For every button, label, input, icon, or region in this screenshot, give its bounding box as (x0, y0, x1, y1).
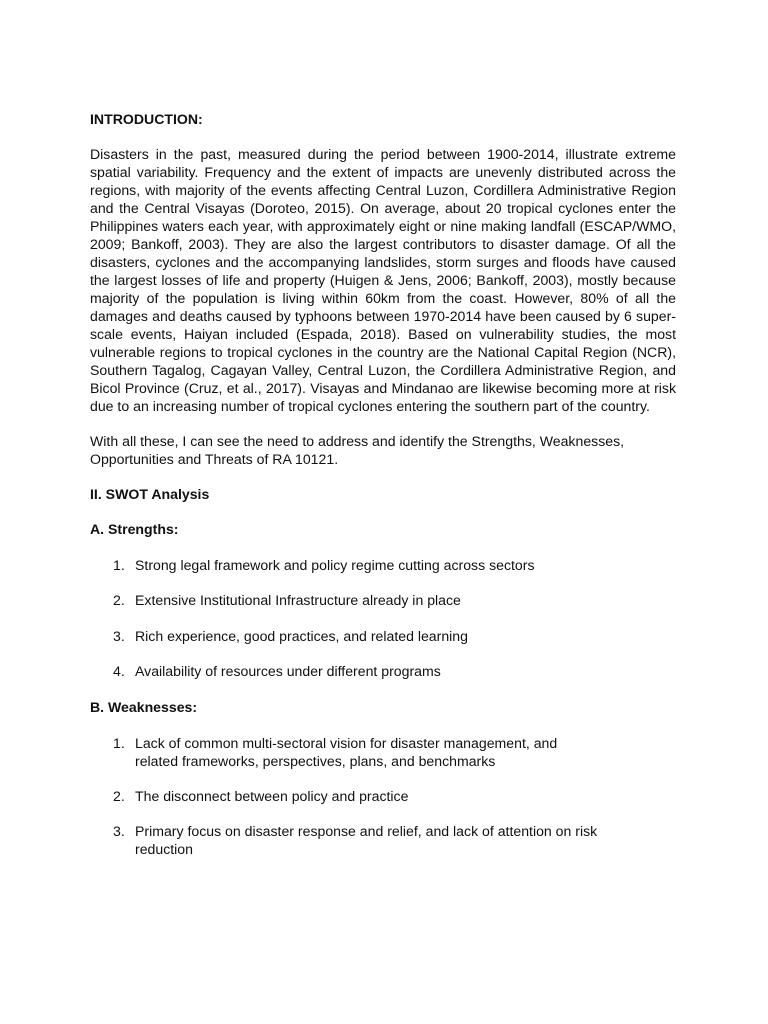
list-item (90, 734, 600, 770)
list-number: 3. (113, 823, 125, 839)
strengths-list (90, 556, 676, 680)
list-number: 2. (113, 592, 125, 608)
list-number: 3. (113, 628, 125, 644)
list-item (90, 822, 605, 858)
list-number: 2. (113, 788, 125, 804)
list-item-text: Availability of resources under different programs (135, 663, 441, 679)
list-item-text: Extensive Institutional Infrastructure already in place (135, 592, 461, 608)
list-item (90, 591, 676, 609)
list-number: 1. (113, 557, 125, 573)
list-number: 1. (113, 735, 125, 751)
strengths-heading: A. Strengths: (90, 521, 179, 537)
list-item-text: Lack of common multi-sectoral vision for disaster management, and related frameworks, perspectives, plans, and benchmarks (135, 735, 558, 769)
list-item-text: Primary focus on disaster response and relief, and lack of attention on risk reduction (135, 823, 598, 857)
list-item-text: The disconnect between policy and practice (135, 788, 409, 804)
intro-conclusion-paragraph: With all these, I can see the need to address and identify the Strengths, Weaknesses, Opportunities and Threats of RA 10121. (90, 433, 625, 467)
intro-paragraph: Disasters in the past, measured during the period between 1900-2014, illustrate extreme spatial variability. Frequency and the extent of impacts are unevenly distributed across the regions, with majority of the events affecting Central Luzon, Cordillera Administrative Region and the Central Visayas (Doroteo, 2015). On average, about 20 tropical cyclones enter the Philippines waters each year, with approximately eight or nine making landfall (ESCAP/WMO, 2009; Bankoff, 2003). They are also the largest contributors to disaster damage. Of all the disasters, cyclones and the accompanying landslides, storm surges and floods have caused the largest losses of life and property (Huigen & Jens, 2006; Bankoff, 2003), mostly because majority of the population is living within 60km from the coast. However, 80% of all the damages and deaths caused by typhoons between 1970-2014 have been caused by 6 super-scale events, Haiyan included (Espada, 2018). Based on vulnerability studies, the most vulnerable regions to tropical cyclones in the country are the National Capital Region (NCR), Southern Tagalog, Cagayan Valley, Central Luzon, the Cordillera Administrative Region, and Bicol Province (Cruz, et al., 2017). Visayas and Mindanao are likewise becoming more at risk due to an increasing number of tropical cyclones entering the southern part of the country. (90, 146, 676, 414)
weaknesses-list (90, 734, 676, 858)
list-number: 4. (113, 663, 125, 679)
list-item (90, 787, 676, 805)
document-page (90, 110, 676, 858)
list-item-text: Rich experience, good practices, and related learning (135, 628, 468, 644)
list-item (90, 556, 676, 574)
list-item-text: Strong legal framework and policy regime cutting across sectors (135, 557, 535, 573)
weaknesses-heading: B. Weaknesses: (90, 699, 198, 715)
swot-heading: II. SWOT Analysis (90, 486, 210, 502)
list-item (90, 662, 676, 680)
list-item (90, 627, 676, 645)
intro-heading: INTRODUCTION: (90, 111, 203, 127)
